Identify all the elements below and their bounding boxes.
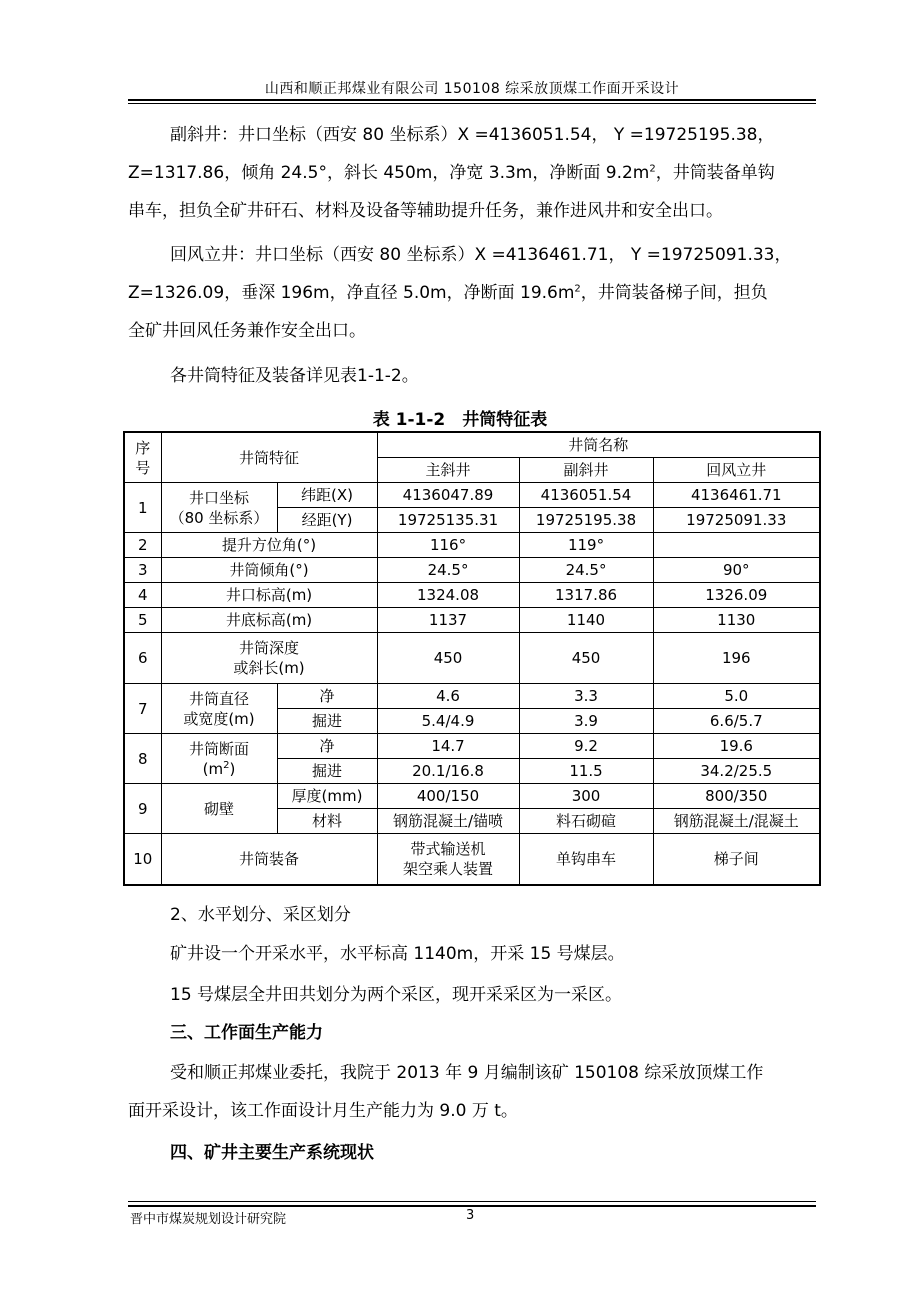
row-sublabel: 纬距(X) xyxy=(277,483,377,508)
table-row xyxy=(124,608,820,633)
text-line: 受和顺正邦煤业委托，我院于 2013 年 9 月编制该矿 150108 综采放顶煤工作 xyxy=(170,1063,764,1083)
cell: 800/350 xyxy=(653,784,820,809)
row-sublabel: 净 xyxy=(277,684,377,709)
cell: 带式输送机 架空乘人装置 xyxy=(377,834,519,886)
paragraph-return-shaft xyxy=(128,236,816,350)
table-caption: 表 1-1-2 井筒特征表 xyxy=(372,410,548,430)
text-line: Z=1317.86，倾角 24.5°，斜长 450m，净宽 3.3m，净断面 $9.2m^2$，井筒装备单钩 xyxy=(128,163,775,183)
section-heading-4: 四、矿井主要生产系统现状 xyxy=(170,1143,374,1163)
footer-rule-thin xyxy=(128,1201,816,1202)
table-row xyxy=(124,734,820,759)
cell: 5.4/4.9 xyxy=(377,709,519,734)
table-row xyxy=(124,558,820,583)
cell: 196 xyxy=(653,633,820,684)
cell: 20.1/16.8 xyxy=(377,759,519,784)
cell: 4136051.54 xyxy=(519,483,653,508)
cell: 400/150 xyxy=(377,784,519,809)
footer-rule xyxy=(128,1205,816,1207)
cell: 1137 xyxy=(377,608,519,633)
text-line: 回风立井：井口坐标（西安 80 坐标系）X =4136461.71， Y =19725091.33， xyxy=(170,245,792,265)
section-heading-2: 2、水平划分、采区划分 xyxy=(170,905,351,925)
page-number: 3 xyxy=(466,1208,475,1223)
header-rule-thin xyxy=(128,103,816,104)
cell: 300 xyxy=(519,784,653,809)
row-label: 井口标高(m) xyxy=(161,583,377,608)
table-row xyxy=(124,784,820,809)
table-row xyxy=(124,834,820,886)
table-row xyxy=(124,583,820,608)
paragraph-mining-area: 15 号煤层全井田共划分为两个采区，现开采采区为一采区。 xyxy=(170,985,623,1005)
table-row xyxy=(124,684,820,709)
row-number: 2 xyxy=(124,533,161,558)
cell: 3.3 xyxy=(519,684,653,709)
row-label: 砌壁 xyxy=(161,784,277,834)
text-line: 副斜井：井口坐标（西安 80 坐标系）X =4136051.54， Y =19725195.38， xyxy=(170,125,775,145)
cell: 14.7 xyxy=(377,734,519,759)
row-sublabel: 经距(Y) xyxy=(277,508,377,533)
cell: 梯子间 xyxy=(653,834,820,886)
cell: 450 xyxy=(377,633,519,684)
cell: 1326.09 xyxy=(653,583,820,608)
footer-organization: 晋中市煤炭规划设计研究院 xyxy=(130,1212,287,1227)
cell: 钢筋混凝土/锚喷 xyxy=(377,809,519,834)
row-sublabel: 净 xyxy=(277,734,377,759)
cell xyxy=(653,533,820,558)
cell: 19725135.31 xyxy=(377,508,519,533)
row-number: 3 xyxy=(124,558,161,583)
row-number: 5 xyxy=(124,608,161,633)
cell: 19.6 xyxy=(653,734,820,759)
text-line: 串车，担负全矿井矸石、材料及设备等辅助提升任务，兼作进风井和安全出口。 xyxy=(128,201,723,221)
header-return-shaft: 回风立井 xyxy=(653,458,820,483)
cell: 24.5° xyxy=(377,558,519,583)
cell: 1324.08 xyxy=(377,583,519,608)
cell: 116° xyxy=(377,533,519,558)
cell: 19725091.33 xyxy=(653,508,820,533)
row-number: 7 xyxy=(124,684,161,734)
cell: 1317.86 xyxy=(519,583,653,608)
row-label: 井筒深度 或斜长(m) xyxy=(161,633,377,684)
row-sublabel: 掘进 xyxy=(277,709,377,734)
cell: 5.0 xyxy=(653,684,820,709)
cell: 3.9 xyxy=(519,709,653,734)
header-rule xyxy=(128,99,816,101)
section-heading-3: 三、工作面生产能力 xyxy=(170,1023,323,1043)
paragraph-capacity xyxy=(128,1054,816,1130)
shaft-characteristics-table xyxy=(123,431,821,886)
cell: 1130 xyxy=(653,608,820,633)
row-number: 1 xyxy=(124,483,161,533)
cell: 4136047.89 xyxy=(377,483,519,508)
row-label: 井筒装备 xyxy=(161,834,377,886)
row-label: 井底标高(m) xyxy=(161,608,377,633)
row-number: 4 xyxy=(124,583,161,608)
header-names: 井筒名称 xyxy=(377,432,820,458)
row-sublabel: 材料 xyxy=(277,809,377,834)
cell: 钢筋混凝土/混凝土 xyxy=(653,809,820,834)
page-header: 山西和顺正邦煤业有限公司 150108 综采放顶煤工作面开采设计 xyxy=(264,81,680,97)
header-seq: 序 号 xyxy=(124,432,161,483)
cell: 9.2 xyxy=(519,734,653,759)
cell: 4136461.71 xyxy=(653,483,820,508)
cell: 6.6/5.7 xyxy=(653,709,820,734)
paragraph-auxiliary-incline xyxy=(128,116,816,230)
header-main-incline: 主斜井 xyxy=(377,458,519,483)
table-row xyxy=(124,483,820,508)
row-number: 9 xyxy=(124,784,161,834)
row-label: 井筒倾角(°) xyxy=(161,558,377,583)
cell: 34.2/25.5 xyxy=(653,759,820,784)
row-number: 10 xyxy=(124,834,161,886)
paragraph-level: 矿井设一个开采水平，水平标高 1140m，开采 15 号煤层。 xyxy=(170,944,625,964)
table-row xyxy=(124,633,820,684)
text-line: Z=1326.09，垂深 196m，净直径 5.0m，净断面 $19.6m^2$，井筒装备梯子间，担负 xyxy=(128,283,768,303)
row-label: 井筒断面 $(m^2)$ xyxy=(161,734,277,784)
cell: 单钩串车 xyxy=(519,834,653,886)
header-feature: 井筒特征 xyxy=(161,432,377,483)
cell: 119° xyxy=(519,533,653,558)
cell: 料石砌碹 xyxy=(519,809,653,834)
cell: 1140 xyxy=(519,608,653,633)
cell: 11.5 xyxy=(519,759,653,784)
row-sublabel: 厚度(mm) xyxy=(277,784,377,809)
row-label: 井口坐标 （80 坐标系） xyxy=(161,483,277,533)
table-row xyxy=(124,432,820,458)
table-reference: 各井筒特征及装备详见表1-1-2。 xyxy=(170,366,419,386)
table-row xyxy=(124,533,820,558)
cell: 19725195.38 xyxy=(519,508,653,533)
cell: 450 xyxy=(519,633,653,684)
cell: 24.5° xyxy=(519,558,653,583)
header-aux-incline: 副斜井 xyxy=(519,458,653,483)
row-number: 6 xyxy=(124,633,161,684)
row-number: 8 xyxy=(124,734,161,784)
row-label: 井筒直径 或宽度(m) xyxy=(161,684,277,734)
row-sublabel: 掘进 xyxy=(277,759,377,784)
text-line: 全矿井回风任务兼作安全出口。 xyxy=(128,321,366,341)
cell: 90° xyxy=(653,558,820,583)
row-label: 提升方位角(°) xyxy=(161,533,377,558)
text-line: 面开采设计，该工作面设计月生产能力为 9.0 万 t。 xyxy=(128,1101,518,1121)
cell: 4.6 xyxy=(377,684,519,709)
